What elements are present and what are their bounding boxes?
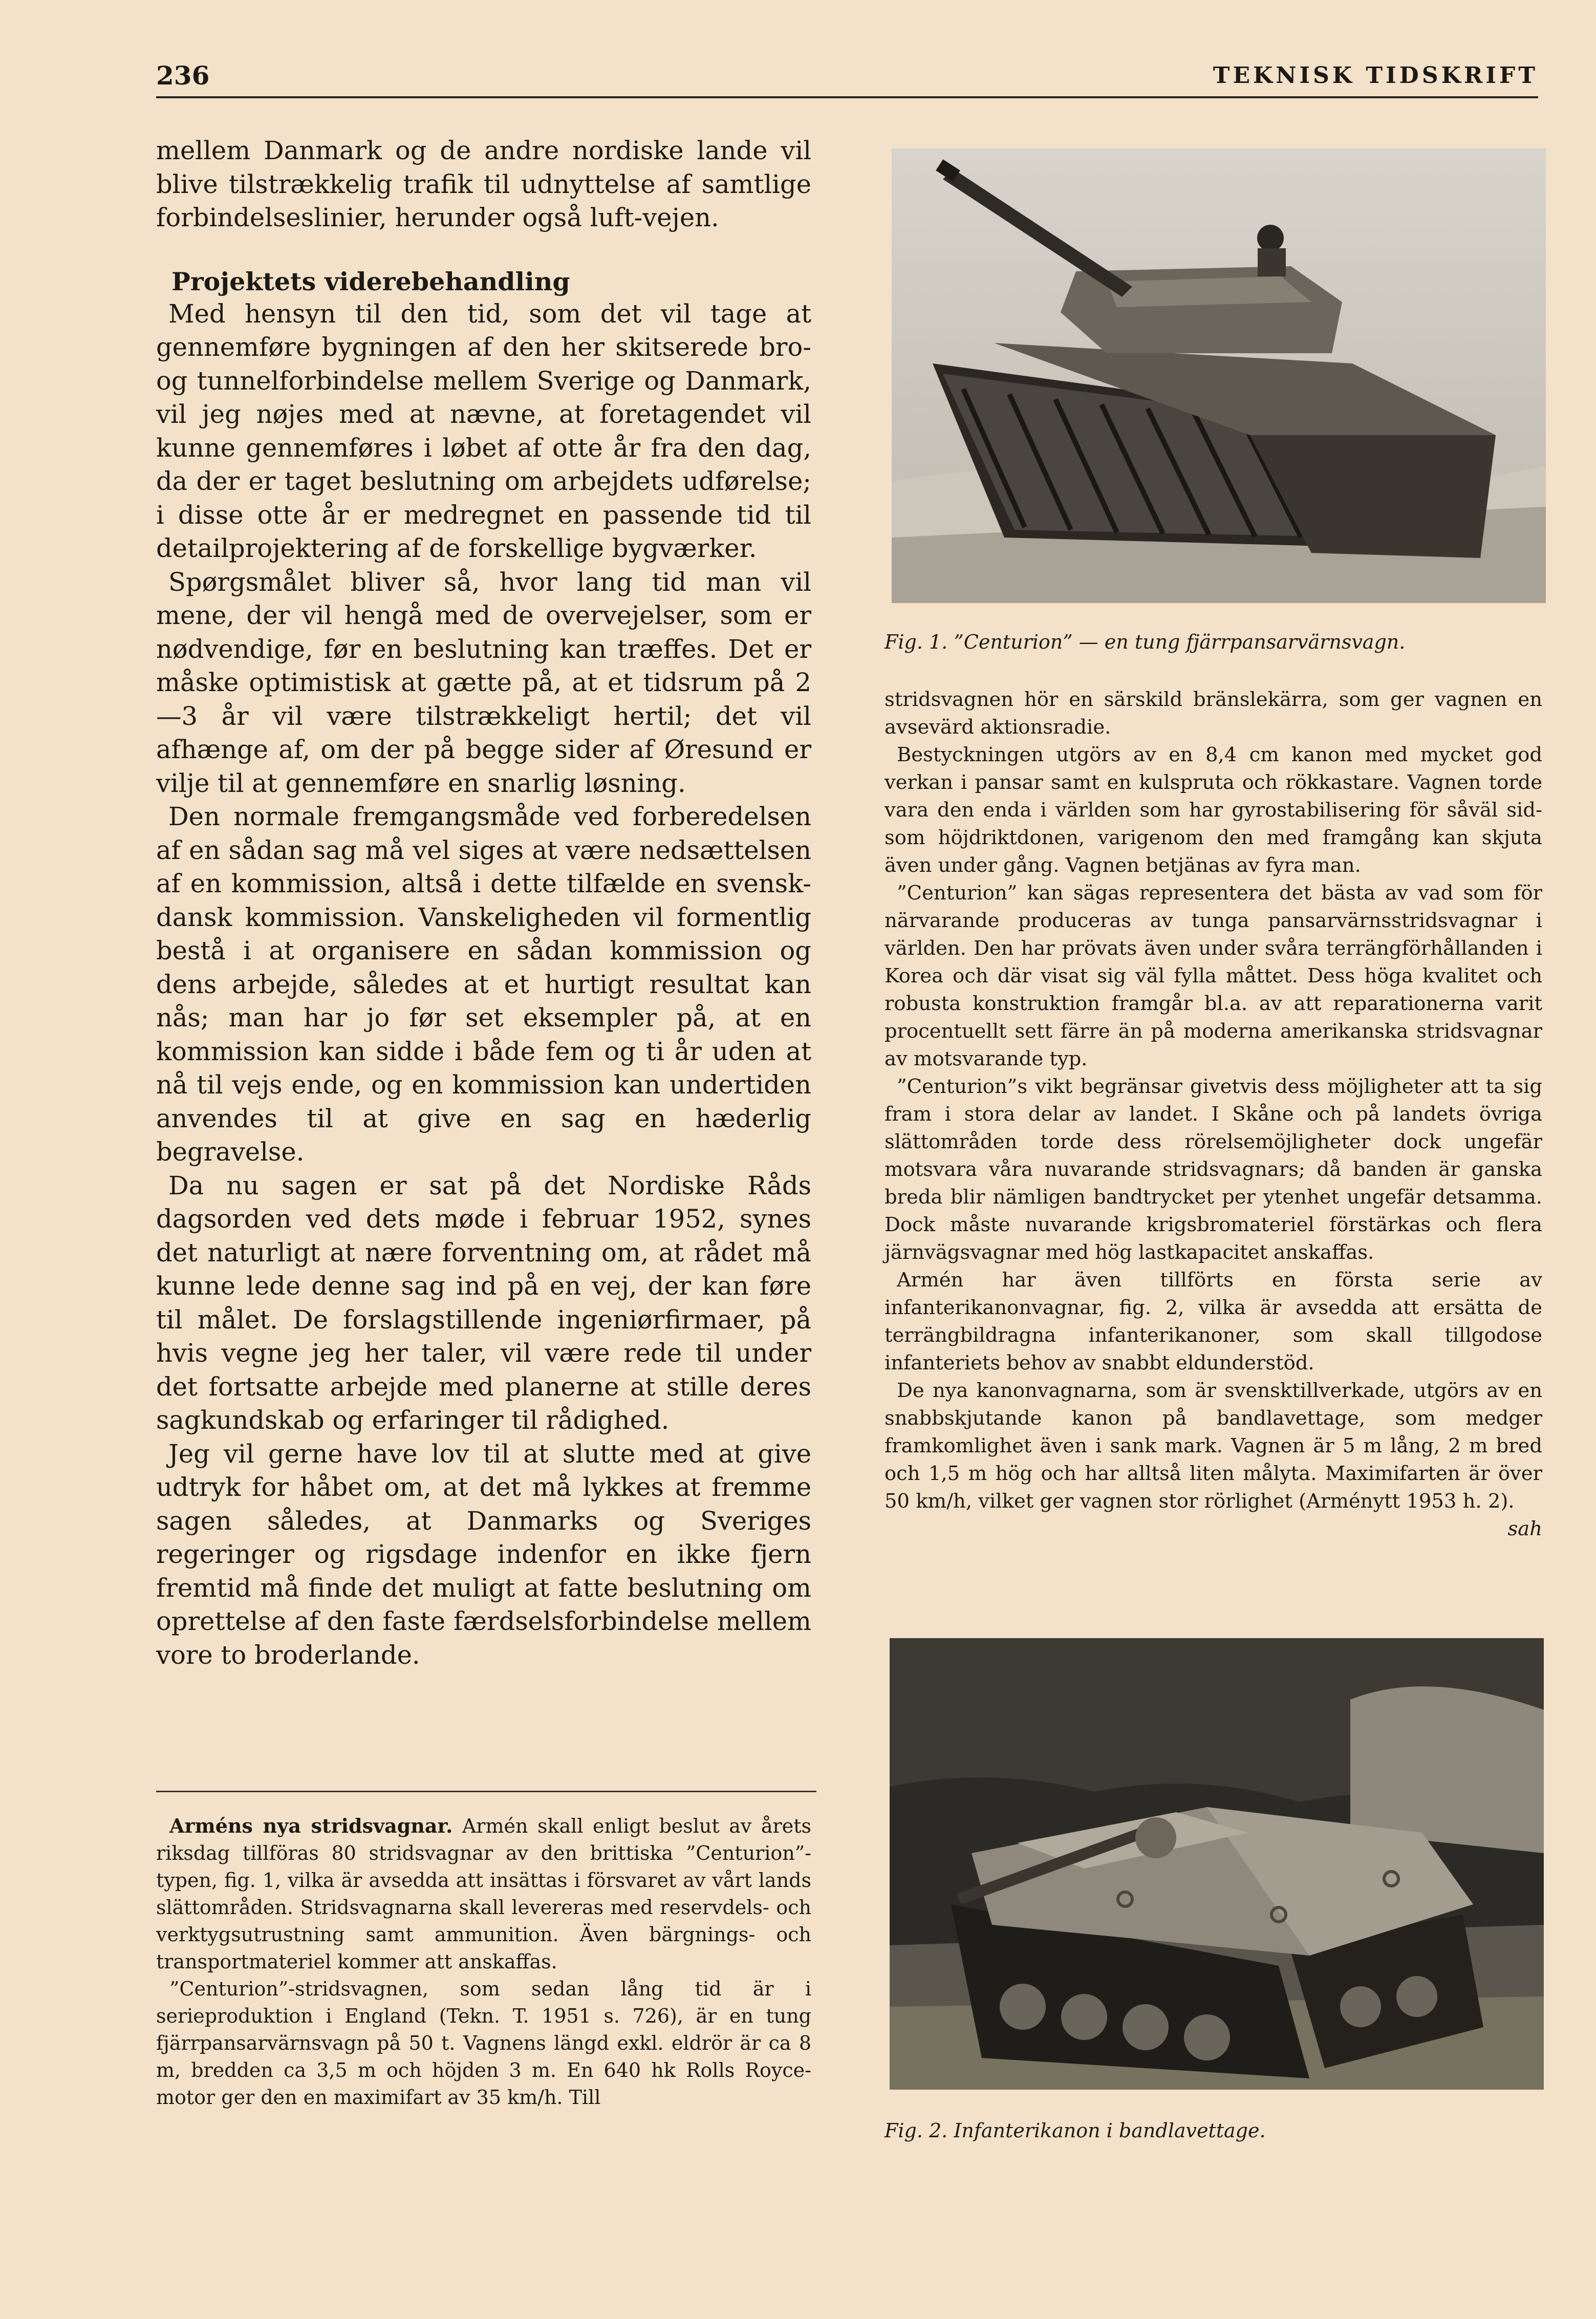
figure-2-infantry-gun-photo bbox=[890, 1638, 1544, 2090]
news-note bbox=[156, 1812, 811, 2111]
page-number: 236 bbox=[156, 60, 210, 91]
right-column bbox=[885, 686, 1542, 1543]
paragraph: Da nu sagen er sat på det Nordiske Råds dagsorden ved dets møde i februar 1952, synes det naturligt at nære forventning om, at rådet må kunne lede denne sag ind på en vej, der kan føre til målet. De forslagstillende ingeniørfirmaer, på hvis vegne jeg her taler, vil være rede til under det fortsatte arbejde med planerne at stille deres sagkundskab og erfaringer til rådighed. bbox=[156, 1170, 811, 1435]
figure-1-centurion-photo bbox=[892, 148, 1546, 603]
left-column bbox=[156, 134, 811, 1672]
figure-1-caption: Fig. 1. ”Centurion” — en tung fjärrpansarvärnsvagn. bbox=[885, 631, 1406, 653]
note-title: Arméns nya stridsvagnar. bbox=[169, 1814, 453, 1837]
paragraph: Armén har även tillförts en första serie av infanterikanonvagnar, fig. 2, vilka är avsedda att ersätta de terrängbildragna infanterikanoner, som skall tillgodose infanteriets behov av snabbt eldunderstöd. bbox=[885, 1269, 1542, 1375]
paragraph: Bestyckningen utgörs av en 8,4 cm kanon med mycket god verkan i pansar samt en kulspruta och rökkastare. Vagnen torde vara den enda i världen som har gyrostabilisering för såväl sid- som höjdriktdonen, varigenom den med framgång kan skjuta även under gång. Vagnen betjänas av fyra man. bbox=[885, 743, 1542, 877]
section-heading: Projektets viderebehandling bbox=[171, 266, 570, 296]
paragraph-text: De nya kanonvagnarna, som är svensktillverkade, utgörs av en snabbskjutande kanon på bandlavettage, som medger framkomlighet även i sank mark. Vagnen är 5 m lång, 2 m bred och 1,5 m hög och har alltså liten målyta. Maximifarten är över 50 km/h, vilket ger vagnen stor rörlighet (Arménytt 1953 h. 2). bbox=[885, 1379, 1542, 1513]
paragraph: stridsvagnen hör en särskild bränslekärra, som ger vagnen en avsevärd aktionsradie. bbox=[885, 688, 1542, 739]
journal-title: TEKNISK TIDSKRIFT bbox=[1213, 62, 1538, 89]
paragraph: Jeg vil gerne have lov til at slutte med at give udtryk for håbet om, at det må lykkes at fremme sagen således, at Danmarks og Sveriges regeringer og rigsdage indenfor en ikke fjern fremtid må finde det muligt at fatte beslutning om oprettelse af den faste færdselsforbindelse mellem vore to broderlande. bbox=[156, 1438, 811, 1670]
paragraph bbox=[156, 1812, 811, 1976]
paragraph: mellem Danmark og de andre nordiske lande vil blive tilstrækkelig trafik til udnyttelse af samtlige forbindelseslinier, herunder også luft-vejen. bbox=[156, 136, 811, 232]
page-header bbox=[156, 55, 1538, 98]
paragraph: Spørgsmålet bliver så, hvor lang tid man vil mene, der vil hengå med de overvejelser, som er nødvendige, før en beslutning kan træffes. Det er måske optimistisk at gætte på, at et tidsrum på 2—3 år vil være tilstrækkeligt hertil; det vil afhænge af, om der på begge sider af Øresund er vilje til at gennemføre en snarlig løsning. bbox=[156, 567, 811, 798]
paragraph: ”Centurion”-stridsvagnen, som sedan lång tid är i serieproduktion i England (Tekn. T. 1951 s. 726), är en tung fjärrpansarvärnsvagn på 50 t. Vagnens längd exkl. eldrör är ca 8 m, bredden ca 3,5 m och höjden 3 m. En 640 hk Rolls Royce-motor ger den en maximifart av 35 km/h. Till bbox=[156, 1978, 811, 2109]
column-divider bbox=[156, 1791, 816, 1792]
paragraph: Med hensyn til den tid, som det vil tage at gennemføre bygningen af den her skitserede bro- og tunnelforbindelse mellem Sverige og Danmark, vil jeg nøjes med at nævne, at foretagendet vil kunne gennemføres i løbet af otte år fra den dag, da der er taget beslutning om arbejdets udførelse; i disse otte år er medregnet en passende tid til detailprojektering af de forskellige bygværker. bbox=[156, 298, 811, 563]
author-signature: sah bbox=[1507, 1517, 1542, 1540]
figure-2-caption: Fig. 2. Infanterikanon i bandlavettage. bbox=[885, 2119, 1266, 2142]
paragraph: ”Centurion” kan sägas representera det bästa av vad som för närvarande produceras av tunga pansarvärnsstridsvagnar i världen. Den har prövats även under svåra terrängförhållanden i Korea och där visat sig väl fylla måttet. Dess höga kvalitet och robusta konstruktion framgår bl.a. av att reparationerna varit procentuellt sett färre än på moderna amerikanska stridsvagnar av motsvarande typ. bbox=[885, 882, 1542, 1070]
paragraph: Den normale fremgangsmåde ved forberedelsen af en sådan sag må vel siges at være nedsættelsen af en kommission, altså i dette tilfælde en svensk-dansk kommission. Vanskeligheden vil formentlig bestå i at organisere en sådan kommission og dens arbejde, således at et hurtigt resultat kan nås; man har jo før set eksempler på, at en kommission kan sidde i både fem og ti år uden at nå til vejs ende, og en kommission kan undertiden anvendes til at give en sag en hæderlig begravelse. bbox=[156, 802, 811, 1167]
gun-vehicle-photo-illustration bbox=[890, 1638, 1544, 2090]
note-body: Armén skall enligt beslut av årets riksdag tillföras 80 stridsvagnar av den brittiska ”Centurion”-typen, fig. 1, vilka är avsedda att insättas i försvaret av vårt lands slättområden. Stridsvagnarna skall levereras med reservdels- och verktygsutrustning samt ammunition. Även bärgnings- och transportmateriel kommer att anskaffas. bbox=[156, 1815, 811, 1973]
tank-photo-illustration bbox=[892, 148, 1546, 603]
paragraph bbox=[885, 1377, 1542, 1540]
paragraph: ”Centurion”s vikt begränsar givetvis dess möjligheter att ta sig fram i stora delar av landet. I Skåne och på landets övriga slättområden torde dess rörelsemöjligheter dock ungefär motsvara våra nuvarande stridsvagnars; då banden är ganska breda blir nämligen bandtrycket per ytenhet ungefär detsamma. Dock måste nuvarande krigsbromateriel förstärkas och flera järnvägsvagnar med hög lastkapacitet anskaffas. bbox=[885, 1075, 1542, 1264]
